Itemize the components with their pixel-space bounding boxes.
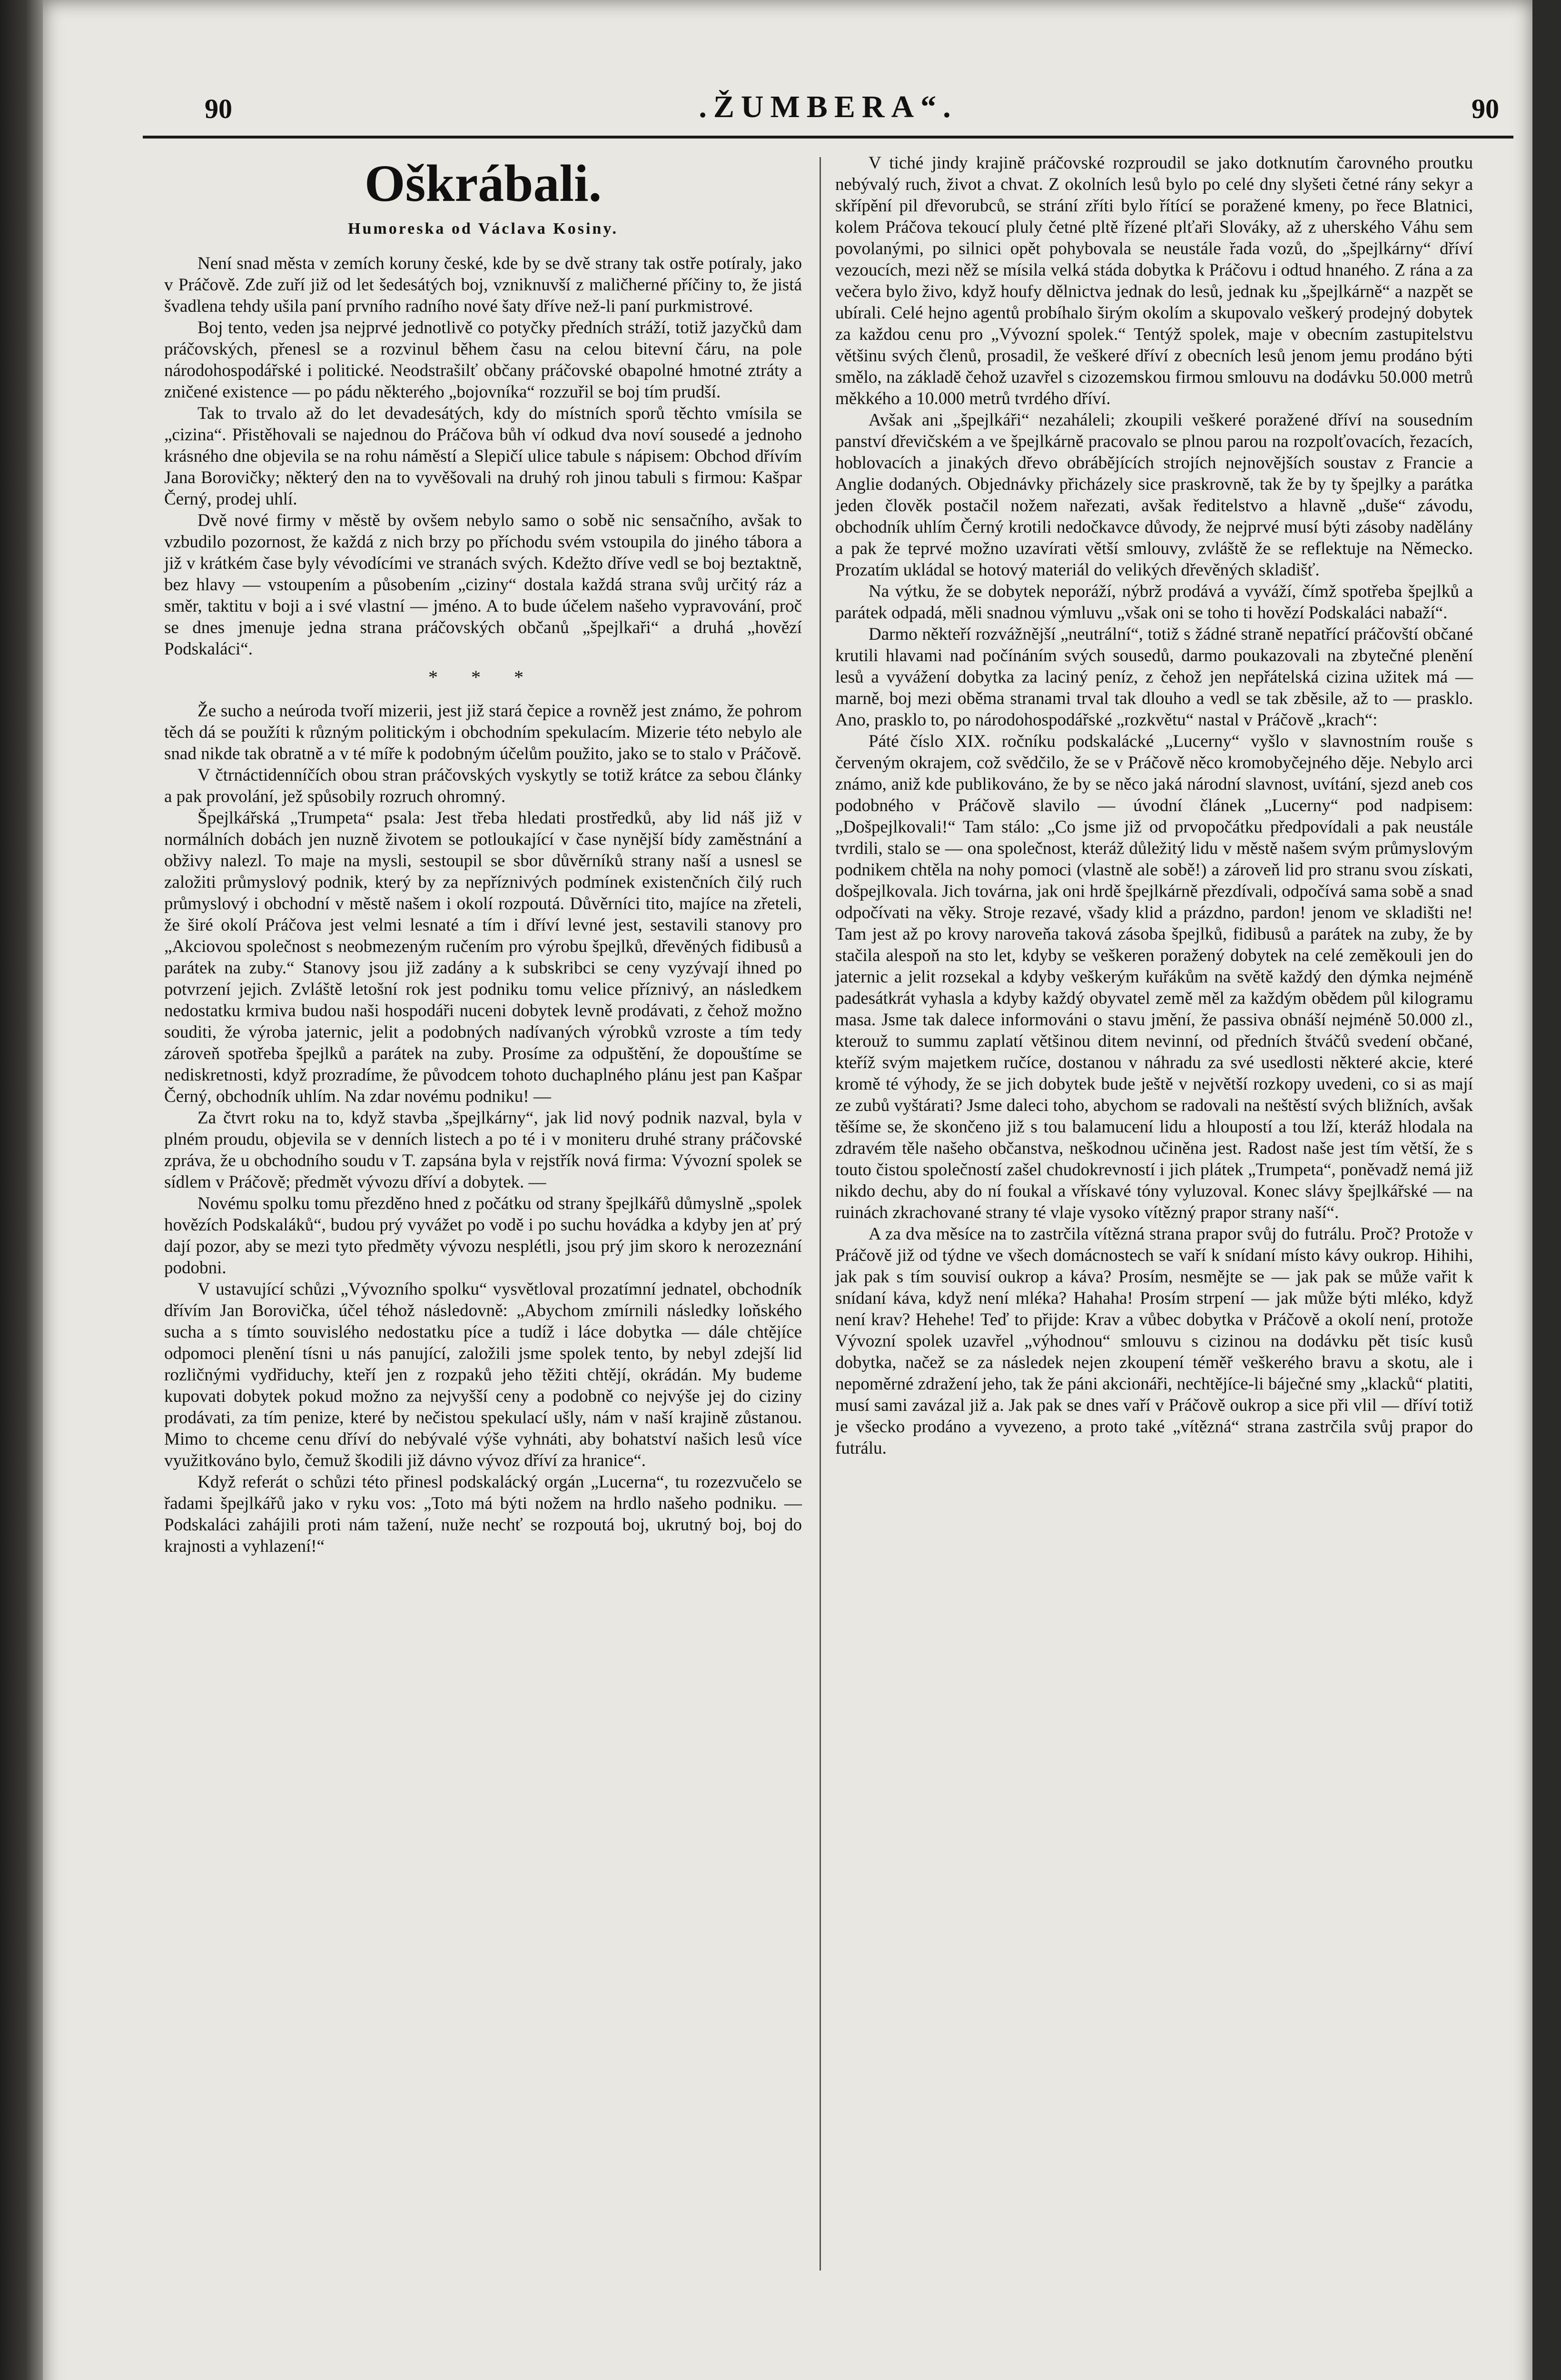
paragraph: V čtrnáctidenníčích obou stran práčovských vyskytly se totiž krátce za sebou články a pak provolání, jež spůsobily rozruch ohromný.	[164, 765, 802, 806]
page-number-left: 90	[205, 93, 232, 124]
masthead: .ŽUMBERA“.	[699, 89, 958, 124]
paragraph: V tiché jindy krajině práčovské rozproudil se jako dotknutím čarovného proutku nebývalý ruch, život a chvat. Z okolních lesů bylo po celé dny slyšeti četné rány sekyr a skřípění pil dřevorubců, se strání zříti bylo řítící se poražené kmeny, po řece Blatnici, kolem Práčova tekoucí pluly četné pltě řízené plťaři Slováky, až z uherského Váhu sem povolanými, po silnici opět pohybovala se neustále řada vozů, do „špejlkárny“ dříví vezoucích, mezi něž se mísila velká stáda dobytka k Práčovu i odtud hnaného. Z rána a za večera bylo živo, když houfy dělnictva jednak do lesů, jednak ku „špejlkárně“ a nazpět se ubírali. Celé hejno agentů probíhalo širým okolím a skupovalo veškerý prodejný dobytek za každou cenu pro „Vývozní spolek.“ Tentýž spolek, maje v obecním zastupitelstvu většinu svých členů, prosadil, že veškeré dříví z obecních lesů jenom jemu prodáno býti smělo, na základě čehož uzavřel s cizozemskou firmou smlouvu na dodávku 50.000 metrů měkkého a 10.000 metrů tvrdého dříví.	[835, 153, 1473, 408]
page-header	[143, 83, 1513, 139]
paragraph: V ustavující schůzi „Vývozního spolku“ vysvětloval prozatímní jednatel, obchodník dřívím Jan Borovička, účel téhož následovně: „Abychom zmírnili následky loňského sucha a s tímto souvislého nedostatku píce a tudíž i láce dobytka — dále chtějíce odpomoci plenění tísni u nás panující, založili jsme spolek tento, by nebyl zdejší lid rozličnými vydřiduchy, kteří jen z rozpaků jeho těžiti chtějí, okrádán. My budeme kupovati dobytek pokud možno za nejvyšší ceny a podobně co nejvýše jej do ciziny prodávati, za tím penize, které by nečistou spekulací ušly, nám v naší krajině zůstanou. Mimo to chceme cenu dříví do nebývalé výše vyhnáti, aby bohatství našich lesů více využitkováno bylo, čemuž škodili již dávno vývoz dříví za hranice“.	[164, 1279, 802, 1470]
paragraph: Boj tento, veden jsa nejprvé jednotlivě co potyčky předních stráží, totiž jazyčků dam práčovských, přenesl se a rozvinul během času na celou bitevní čáru, na pole národohospodářské i politické. Neodstrašilť občany práčovské obapolné hmotné ztráty a zničené existence — po pádu některého „bojovníka“ rozzuřil se boj tím prudší.	[164, 318, 802, 402]
section-separator: * * *	[428, 666, 538, 688]
paragraph: Darmo někteří rozvážnější „neutrální“, totiž s žádné straně nepatřící práčovští občané krutili hlavami nad počínáním svých sousedů, darmo poukazovali na zbytečné plenění lesů a vyvážení dobytka za laciný peníz, z čehož jen nepřátelská cizina užitek má — marně, boj mezi oběma stranami trval tak dlouho a vedl se tak zběsile, až to — prasklo. Ano, prasklo to, po národohospodářské „rozkvětu“ nastal v Práčově „krach“:	[835, 625, 1473, 730]
paragraph: Za čtvrt roku na to, když stavba „špejlkárny“, jak lid nový podnik nazval, byla v plném proudu, objevila se v denních listech a po té i v moniteru druhé strany práčovské zpráva, že u obchodního soudu v T. zapsána byla v rejstřík nová firma: Vývozní spolek se sídlem v Práčově; předmět vývozu dříví a dobytek. —	[164, 1108, 802, 1192]
paragraph: A za dva měsíce na to zastrčila vítězná strana prapor svůj do futrálu. Proč? Protože v Práčově již od týdne ve všech domácnostech se vaří k snídaní místo kávy oukrop. Hihihi, jak pak s tím souvisí oukrop a káva? Prosím, nesmějte se — jak pak se může vařit k snídaní káva, když není mléka? Hahaha! Prosím strpení — jak může býti mléko, když není krav? Hehehe! Teď to přijde: Krav a vůbec dobytka v Práčově a okolí není, protože Vývozní spolek uzavřel „výhodnou“ smlouvu s cizinou na dodávku pět tisíc kusů dobytka, načež se za následek nejen zkoupení téměř veškerého bravu a skotu, ale i nepoměrné zdražení jeho, tak že páni akcionáři, nechtějíce-li báječné smy „klacků“ platiti, musí sami zavázal již a. Jak pak se dnes vaří v Práčově oukrop a sice při vlil — dříví totiž je všecko prodáno a vyvezeno, a proto také „vítězná“ strana zastrčila svůj prapor do futrálu.	[835, 1224, 1473, 1458]
paragraph: Špejlkářská „Trumpeta“ psala: Jest třeba hledati prostředků, aby lid náš již v normálních dobách jen nuzně životem se potloukající v čase nynější bídy zaměstnání a obživy nalezl. To maje na mysli, sestoupil se sbor důvěrníků strany naší a usnesl se založiti průmyslový podnik, který by za nepříznivých podmínek existenčních čilý ruch průmyslový i obchodní v městě našem i okolí rozpoutá. Důvěrníci tito, majíce na zřeteli, že širé okolí Práčova jest velmi lesnaté a tím i dříví levné jest, sestavili stanovy pro „Akciovou společnost s neobmezeným ručením pro výrobu špejlků, dřevěných fidibusů a parátek na zuby.“ Stanovy jsou již zadány a k subskribci se ceny vyzývají ihned po potvrzení jejich. Zvláště letošní rok jest podniku tomu velice příznivý, an následkem nedostatku krmiva budou naši hospodáři nuceni dobytek levně prodávati, z čehož možno souditi, že výroba jaternic, jelit a podobných nadívaných výrobků vzroste a tím tedy zároveň spotřeba špejlků a parátek na zuby. Prosíme za odpuštění, že dopouštíme se nediskretnosti, když prozradíme, že původcem tohoto duchaplného plánu jest pan Kašpar Černý, obchodník uhlím. Na zdar novému podniku! —	[164, 808, 802, 1106]
paragraph: Na výtku, že se dobytek neporáží, nýbrž prodává a vyváží, čímž spotřeba špejlků a parátek odpadá, měli snadnou výmluvu „však oni se toho ti hovězí Podskaláci nabaží“.	[835, 582, 1473, 623]
paragraph: Novému spolku tomu přezděno hned z počátku od strany špejlkářů důmyslně „spolek hovězích Podskaláků“, budou prý vyvážet po vodě i po suchu hovádka a kdyby jen ať prý dají pozor, aby se mezi tyto předměty vývozu nesplétli, jsou prý jim skoro k nerozeznání podobni.	[164, 1194, 802, 1278]
paragraph: Avšak ani „špejlkáři“ nezaháleli; zkoupili veškeré poražené dříví na sousedním panství dřevičském a ve špejlkárně pracovalo se plnou parou na rozpolťovacích, řezacích, hoblovacích a jinakých dřevo obrábějících strojích nejnovějších soustav z Francie a Anglie dodaných. Objednávky přicházely sice praskrovně, tak že by ty špejlky a parátka jeden člověk postačil nožem nařezati, avšak ředitelstvo a hlavně „duše“ závodu, obchodník uhlím Černý krotili nedočkavce důvody, že nejprvé musí býti zásoby nadělány a pak že teprvé možno uzavírati větší smlouvy, zvláště že se reflektuje na Německo. Prozatím ukládal se hotový materiál do velikých dřevěných skladišť.	[835, 410, 1473, 580]
paragraph: Tak to trvalo až do let devadesátých, kdy do místních sporů těchto vmísila se „cizina“. Přistěhovali se najednou do Práčova bůh ví odkud dva noví sousedé a jednoho krásného dne objevila se na rohu náměstí a Slepičí ulice tabule s nápisem: Obchod dřívím Jana Borovičky; některý den na to vyvěšovali na druhý roh jinou tabuli s firmou: Kašpar Černý, prodej uhlí.	[164, 404, 802, 509]
article-byline: Humoreska od Václava Kosiny.	[348, 220, 618, 238]
left-edge-shadow	[0, 0, 43, 2380]
page-number-right: 90	[1472, 93, 1499, 124]
paragraph: Dvě nové firmy v městě by ovšem nebylo samo o sobě nic sensačního, avšak to vzbudilo pozornost, že každá z nich brzy po příchodu svém vstoupila do jiného tábora a již v krátkém čase byly vévodícími ve stranách svých. Kdežto dříve vedl se boj beztaktně, bez hlavy — vstoupením a působením „ciziny“ dostala každá strana svůj určitý ráz a směr, taktitu v boji a i své vlastní — jméno. A to bude účelem našeho vypravování, proč se dnes jmenuje jedna strana práčovských občanů „špejlkaři“ a druhá „hovězí Podskaláci“.	[164, 511, 802, 659]
column-divider	[820, 157, 821, 2271]
left-column	[164, 152, 802, 1557]
right-column	[835, 152, 1473, 1459]
paragraph: Když referát o schůzi této přinesl podskalácký orgán „Lucerna“, tu rozezvučelo se řadami špejlkářů jako v ryku vos: „Toto má býti nožem na hrdlo našeho podniku. — Podskaláci zahájili proti nám tažení, nuže nechť se rozpoutá boj, ukrutný boj, boj do krajnosti a vyhlazení!“	[164, 1472, 802, 1556]
paragraph: Že sucho a neúroda tvoří mizerii, jest již stará čepice a rovněž jest známo, že pohrom těch dá se použíti k různým politickým i obchodním spekulacím. Mizerie této nebylo ale snad nikde tak obratně a v té míře k podobným účelům použito, jako se to stalo v Práčově.	[164, 701, 802, 764]
article-title: Oškrábali.	[364, 154, 602, 212]
paragraph: Páté číslo XIX. ročníku podskalácké „Lucerny“ vyšlo v slavnostním rouše s červeným okrajem, což svědčilo, že se v Práčově něco kromobyčejného děje. Nebylo arci známo, aniž kde publikováno, že by se něco jaká národní slavnost, uvítání, sjezd aneb cos podobného v Práčově slavilo — úvodní článek „Lucerny“ pod nadpisem: „Došpejlkovali!“ Tam stálo: „Co jsme již od prvopočátku předpovídali a pak neustále tvrdili, stalo se — ona společnost, kteráž důležitý lidu v městě našem svým průmyslovým podnikem chtěla na nohy pomoci (vlastně ale sobě!) a zároveň lid pro stranu svou získati, došpejlkovala. Jich továrna, jak oni hrdě špejlkárně přezdívali, odpočívá sama sobě a snad odpočívati na věky. Stroje rezavé, všady klid a prázdno, pardon! jenom ve skladišti ne! Tam jest až po krovy naroveňa taková zásoba špejlků, fidibusů a parátek na zuby, že by stačila alespoň na sto let, kdyby se veškeren poražený dobytek na celé zeměkouli jen do jaternic a jelit rozsekal a kdyby veškerým kuřákům na světě každý den dýmka nejméně padesátkrát vyhasla a kdyby každý obyvatel země měl za každým obědem půl kilogramu masa. Jsme tak dalece informováni o stavu jmění, že passiva obnáší nejméně 50.000 zl., kterouž to summu zaplatí většinou ditem nevinní, od předních štváčů svedení občané, kteříž svým majetkem ručíce, dostanou v náhradu za své usedlosti některé akcie, které kromě té výhody, že se jich dobytek bude ještě v největší rozkopy uvedeni, co si as mají ze zubů vyštárati? Jsme daleci toho, abychom se radovali na neštěstí svých bližních, avšak těšíme se, že skončeno již s tou balamucení lidu a hloupostí a tou lží, kteráž hlodala na zdravém těle našeho občanstva, neškodnou učiněna jest. Radost naše jest tím větší, že s touto čistou společností zašel chudokrevností i jich plátek „Trumpeta“, poněvadž nemá již nikdo dechu, aby do ní foukal a vřískavé tóny vyluzoval. Konec slávy špejlkářské — na ruinách zkrachované strany té vlaje vysoko vítězný prapor strany naší“.	[835, 732, 1473, 1222]
paragraph: Není snad města v zemích koruny české, kde by se dvě strany tak ostře potíraly, jako v Práčově. Zde zuří již od let šedesátých boj, vzniknuvší z maličherné příčiny to, že jistá švadlena tehdy ušila paní prvního radního nové šaty dříve než-li paní purkmistrové.	[164, 254, 802, 316]
